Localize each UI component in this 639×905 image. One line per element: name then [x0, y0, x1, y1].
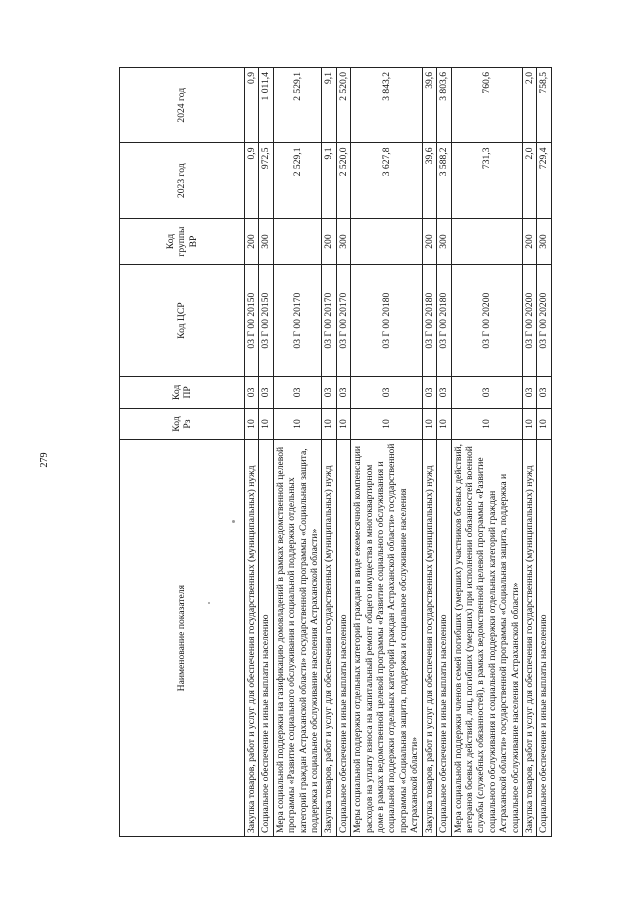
cell-rz: 10 [351, 408, 422, 440]
cell-pr: 03 [422, 377, 436, 409]
cell-csr: 03 Г 00 20180 [422, 265, 436, 377]
cell-2023: 731,3 [451, 143, 522, 218]
cell-pr: 03 [322, 377, 336, 409]
scan-speck [232, 520, 235, 523]
cell-2023: 0,9 [245, 143, 259, 218]
cell-2024: 0,9 [245, 68, 259, 143]
table-row [451, 68, 522, 837]
cell-2023: 39,6 [422, 143, 436, 218]
cell-2024: 3 803,6 [437, 68, 451, 143]
cell-vr: 200 [322, 218, 336, 264]
cell-rz: 10 [259, 408, 273, 440]
cell-pr: 03 [451, 377, 522, 409]
cell-rz: 10 [522, 408, 536, 440]
cell-csr: 03 Г 00 20150 [259, 265, 273, 377]
cell-name: Социальное обеспечение и иные выплаты населению [537, 440, 551, 837]
cell-2023: 3 588,2 [437, 143, 451, 218]
table-row [522, 68, 536, 837]
header-rz: Код Рз [120, 408, 245, 440]
cell-csr: 03 Г 00 20170 [322, 265, 336, 377]
cell-csr: 03 Г 00 20200 [451, 265, 522, 377]
cell-pr: 03 [336, 377, 350, 409]
cell-csr: 03 Г 00 20150 [245, 265, 259, 377]
cell-name: Социальное обеспечение и иные выплаты населению [437, 440, 451, 837]
cell-pr: 03 [437, 377, 451, 409]
cell-vr [351, 218, 422, 264]
rotated-table-container [0, 72, 639, 833]
cell-pr: 03 [351, 377, 422, 409]
table-row [259, 68, 273, 837]
table-row [537, 68, 551, 837]
table-row [336, 68, 350, 837]
cell-rz: 10 [537, 408, 551, 440]
table-header-row [120, 68, 245, 837]
table-row [351, 68, 422, 837]
header-csr: Код ЦСР [120, 265, 245, 377]
cell-rz: 10 [273, 408, 322, 440]
cell-pr: 03 [537, 377, 551, 409]
cell-2024: 9,1 [322, 68, 336, 143]
cell-2023: 729,4 [537, 143, 551, 218]
cell-vr [273, 218, 322, 264]
cell-name: Мера социальной поддержки на газификацию домовладений в рамках ведомственной целевой программы «Развитие социального обслуживания и социальной поддержки отдельных категорий граждан Астраханской области» государственной программы «Социальная защита, поддержка и социальное обслуживание населения Астраханской области» [273, 440, 322, 837]
cell-pr: 03 [259, 377, 273, 409]
cell-rz: 10 [322, 408, 336, 440]
cell-2023: 9,1 [322, 143, 336, 218]
cell-name: Закупка товаров, работ и услуг для обеспечения государственных (муниципальных) нужд [322, 440, 336, 837]
cell-pr: 03 [273, 377, 322, 409]
cell-2024: 3 843,2 [351, 68, 422, 143]
cell-2024: 758,5 [537, 68, 551, 143]
cell-csr: 03 Г 00 20180 [351, 265, 422, 377]
cell-name: Социальное обеспечение и иные выплаты населению [336, 440, 350, 837]
cell-2023: 3 627,8 [351, 143, 422, 218]
cell-csr: 03 Г 00 20200 [537, 265, 551, 377]
cell-name: Закупка товаров, работ и услуг для обеспечения государственных (муниципальных) нужд [245, 440, 259, 837]
header-name: Наименование показателя [120, 440, 245, 837]
table-row [273, 68, 322, 837]
cell-vr: 300 [259, 218, 273, 264]
rotated-table-inner [119, 67, 615, 837]
cell-2024: 2 529,1 [273, 68, 322, 143]
cell-2023: 2 529,1 [273, 143, 322, 218]
cell-csr: 03 Г 00 20180 [437, 265, 451, 377]
cell-csr: 03 Г 00 20170 [336, 265, 350, 377]
cell-vr: 300 [336, 218, 350, 264]
cell-vr: 200 [522, 218, 536, 264]
scan-speck [208, 602, 210, 604]
budget-table [119, 67, 552, 837]
cell-rz: 10 [245, 408, 259, 440]
cell-rz: 10 [336, 408, 350, 440]
cell-csr: 03 Г 00 20200 [522, 265, 536, 377]
cell-name: Закупка товаров, работ и услуг для обеспечения государственных (муниципальных) нужд [522, 440, 536, 837]
cell-pr: 03 [245, 377, 259, 409]
table-row [245, 68, 259, 837]
table-row [322, 68, 336, 837]
cell-2024: 1 011,4 [259, 68, 273, 143]
cell-name: Мера социальной поддержки членов семей погибших (умерших) участников боевых действий, ветеранов боевых действий, лиц, погибших (умерших) при исполнении обязанностей военной службы (служебных обязанностей), в рамках ведомственной целевой программы «Развитие социального обслуживания и социальной поддержки отдельных категорий граждан Астраханской области» государственной программы «Социальная защита, поддержка и социальное обслуживание населения Астраханской области» [451, 440, 522, 837]
cell-vr: 200 [422, 218, 436, 264]
cell-rz: 10 [451, 408, 522, 440]
cell-2024: 2 520,0 [336, 68, 350, 143]
table-row [437, 68, 451, 837]
header-2024: 2024 год [120, 68, 245, 143]
cell-name: Социальное обеспечение и иные выплаты населению [259, 440, 273, 837]
table-row [422, 68, 436, 837]
cell-2024: 39,6 [422, 68, 436, 143]
header-2023: 2023 год [120, 143, 245, 218]
cell-pr: 03 [522, 377, 536, 409]
cell-csr: 03 Г 00 20170 [273, 265, 322, 377]
cell-2024: 2,0 [522, 68, 536, 143]
cell-name: Меры социальной поддержки отдельных категорий граждан в виде ежемесячной компенсации расходов на уплату взноса на капитальный ремонт общего имущества в многоквартирном доме в рамках ведомственной целевой программы «Развитие социального обслуживания и социальной поддержки отдельных категорий граждан Астраханской области» государственной программы «Социальная защита, поддержка и социальное обслуживание населения Астраханской области» [351, 440, 422, 837]
cell-2024: 760,6 [451, 68, 522, 143]
cell-name: Закупка товаров, работ и услуг для обеспечения государственных (муниципальных) нужд [422, 440, 436, 837]
cell-vr: 300 [437, 218, 451, 264]
cell-vr: 300 [537, 218, 551, 264]
header-vr: Код группы ВР [120, 218, 245, 264]
page-number-text: 279 [39, 452, 50, 468]
cell-rz: 10 [437, 408, 451, 440]
cell-rz: 10 [422, 408, 436, 440]
cell-vr: 200 [245, 218, 259, 264]
cell-vr [451, 218, 522, 264]
cell-2023: 972,5 [259, 143, 273, 218]
cell-2023: 2,0 [522, 143, 536, 218]
cell-2023: 2 520,0 [336, 143, 350, 218]
header-pr: Код ПР [120, 377, 245, 409]
